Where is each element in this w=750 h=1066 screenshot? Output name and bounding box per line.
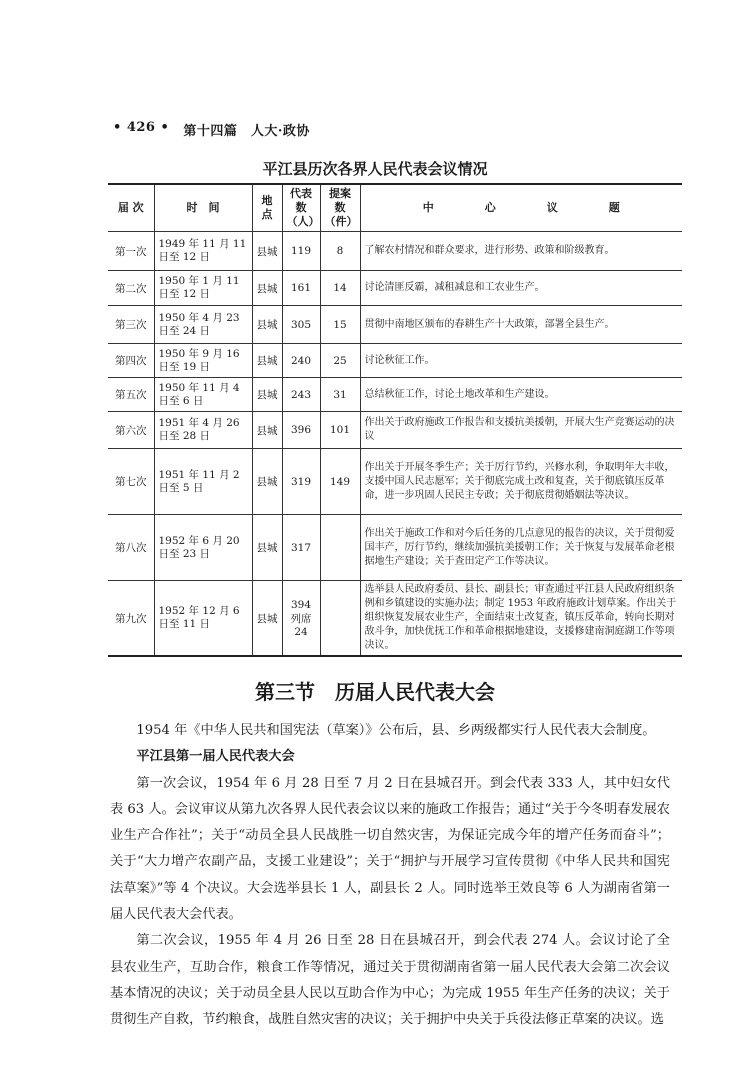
table-row — [108, 449, 682, 515]
cell-session: 第四次 — [108, 344, 154, 378]
cell-place: 县城 — [252, 271, 282, 306]
cell-place: 县城 — [252, 232, 282, 271]
page-header — [113, 120, 310, 139]
cell-session: 第三次 — [108, 306, 154, 344]
page-number: • 426 • — [113, 120, 170, 135]
cell-delegates: 396 — [282, 412, 320, 449]
cell-topic: 讨论清匪反霸，减租减息和工农业生产。 — [360, 271, 682, 306]
cell-session: 第五次 — [108, 378, 154, 412]
cell-topic: 总结秋征工作，讨论土地改革和生产建设。 — [360, 378, 682, 412]
table-row — [108, 515, 682, 581]
cell-place: 县城 — [252, 581, 282, 657]
table-header-row — [108, 184, 682, 232]
cell-topic: 讨论秋征工作。 — [360, 344, 682, 378]
col-time: 时 间 — [154, 184, 252, 232]
cell-delegates: 319 — [282, 449, 320, 515]
col-proposals: 提案数（件） — [320, 184, 360, 232]
congress-table — [108, 183, 682, 657]
cell-topic: 贯彻中南地区颁布的春耕生产十大政策，部署全县生产。 — [360, 306, 682, 344]
sub-heading: 平江县第一届人民代表大会 — [136, 749, 295, 765]
cell-session: 第七次 — [108, 449, 154, 515]
cell-delegates: 305 — [282, 306, 320, 344]
cell-proposals: 149 — [320, 449, 360, 515]
cell-delegates: 119 — [282, 232, 320, 271]
cell-time: 1950 年 4 月 23 日至 24 日 — [154, 306, 252, 344]
table-title: 平江县历次各界人民代表会议情况 — [262, 160, 488, 178]
cell-proposals: 101 — [320, 412, 360, 449]
table-row — [108, 232, 682, 271]
cell-delegates: 243 — [282, 378, 320, 412]
table-row — [108, 412, 682, 449]
cell-topic: 作出关于施政工作和对今后任务的几点意见的报告的决议，关于贯彻爱国丰产，厉行节约，继续加强抗美援朝工作；关于恢复与发展革命老根据地生产建设；关于查田定产工作等决议。 — [360, 515, 682, 581]
paragraph: 第二次会议，1955 年 4 月 26 日至 28 日在县城召开，到会代表 274 人。会议讨论了全县农业生产，互助合作，粮食工作等情况，通过关于贯彻湖南省第一届人民代表大会第二次会议基本情况的决议；关于动员全县人民以互助合作为中心；为完成 1955 年生产任务的决议；关于贯彻生产自救，节约粮食，战胜自然灾害的决议；关于拥护中央关于兵役法修正草案的决议。选 — [110, 933, 670, 1028]
cell-delegates: 240 — [282, 344, 320, 378]
cell-time: 1950 年 1 月 11 日至 12 日 — [154, 271, 252, 306]
cell-time: 1952 年 6 月 20 日至 23 日 — [154, 515, 252, 581]
col-session: 届 次 — [108, 184, 154, 232]
cell-time: 1949 年 11 月 11 日至 12 日 — [154, 232, 252, 271]
cell-proposals — [320, 515, 360, 581]
cell-session: 第八次 — [108, 515, 154, 581]
cell-place: 县城 — [252, 449, 282, 515]
table-row — [108, 378, 682, 412]
section-title: 第三节 历届人民代表大会 — [255, 680, 495, 704]
body-text — [110, 718, 670, 1034]
paragraph: 第一次会议，1954 年 6 月 28 日至 7 月 2 日在县城召开。到会代表 333 人，其中妇女代表 63 人。会议审议从第九次各界人民代表会议以来的施政工作报告；通过“关于今冬明春发展农业生产合作社”；关于“动员全县人民战胜一切自然灾害，为保证完成今年的增产任务而奋斗”；关于“大力增产农副产品，支援工业建设”；关于“拥护与开展学习宣传贯彻《中华人民共和国宪法草案》”等 4 个决议。大会选举县长 1 人，副县长 2 人。同时选举王效良等 6 人为湖南省第一届人民代表大会代表。 — [110, 775, 670, 923]
cell-topic: 作出关于政府施政工作报告和支援抗美援朝，开展大生产竞赛运动的决议 — [360, 412, 682, 449]
paragraph: 1954 年《中华人民共和国宪法（草案）》公布后，县、乡两级都实行人民代表大会制度。 — [136, 723, 656, 738]
col-place: 地点 — [252, 184, 282, 232]
cell-delegates: 394 列席 24 — [282, 581, 320, 657]
col-topic: 中 心 议 题 — [360, 184, 682, 232]
cell-place: 县城 — [252, 412, 282, 449]
cell-proposals: 8 — [320, 232, 360, 271]
cell-place: 县城 — [252, 515, 282, 581]
table-row — [108, 306, 682, 344]
cell-proposals: 15 — [320, 306, 360, 344]
cell-topic: 作出关于开展冬季生产；关于厉行节约，兴修水利，争取明年大丰收，支援中国人民志愿军；关于彻底完成土改和复查，关于彻底镇压反革命，进一步巩固人民民主专政；关于彻底贯彻婚姻法等决议。 — [360, 449, 682, 515]
cell-proposals: 14 — [320, 271, 360, 306]
cell-session: 第六次 — [108, 412, 154, 449]
cell-proposals — [320, 581, 360, 657]
cell-session: 第二次 — [108, 271, 154, 306]
cell-session: 第一次 — [108, 232, 154, 271]
cell-session: 第九次 — [108, 581, 154, 657]
col-delegates: 代表数（人） — [282, 184, 320, 232]
cell-time: 1952 年 12 月 6 日至 11 日 — [154, 581, 252, 657]
cell-proposals: 31 — [320, 378, 360, 412]
table-row — [108, 581, 682, 657]
cell-time: 1951 年 4 月 26 日至 28 日 — [154, 412, 252, 449]
cell-place: 县城 — [252, 306, 282, 344]
cell-topic: 了解农村情况和群众要求，进行形势、政策和阶级教育。 — [360, 232, 682, 271]
cell-topic: 选举县人民政府委员、县长、副县长；审查通过平江县人民政府组织条例和乡镇建设的实施办法；制定 1953 年政府施政计划草案。作出关于组织恢复发展农业生产，全面结束土改复查，镇压反革命，转向长期对敌斗争，加快优抚工作和革命根据地建设，支援修建南洞庭湖工作等项决议。 — [360, 581, 682, 657]
cell-time: 1951 年 11 月 2 日至 5 日 — [154, 449, 252, 515]
cell-proposals: 25 — [320, 344, 360, 378]
table-row — [108, 344, 682, 378]
cell-time: 1950 年 11 月 4 日至 6 日 — [154, 378, 252, 412]
cell-place: 县城 — [252, 344, 282, 378]
chapter-title: 第十四篇 人大·政协 — [183, 124, 310, 139]
cell-time: 1950 年 9 月 16 日至 19 日 — [154, 344, 252, 378]
cell-place: 县城 — [252, 378, 282, 412]
table-row — [108, 271, 682, 306]
cell-delegates: 161 — [282, 271, 320, 306]
cell-delegates: 317 — [282, 515, 320, 581]
